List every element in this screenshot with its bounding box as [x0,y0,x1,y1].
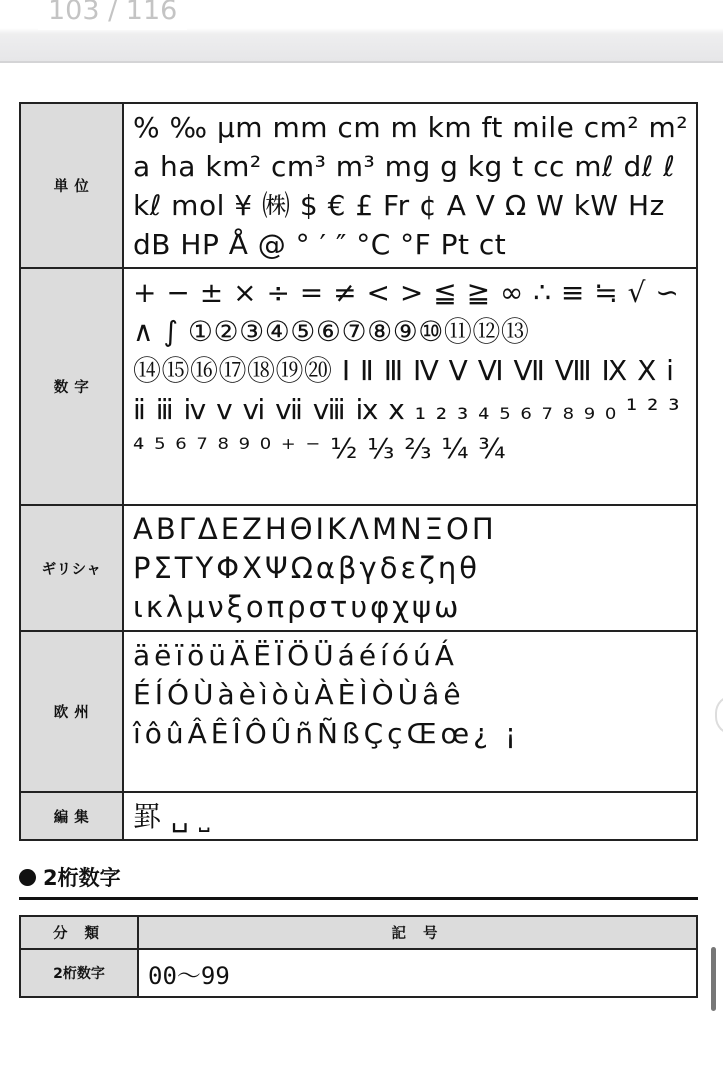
table-row-units [20,103,697,268]
table-row-edit [20,792,697,840]
row-category: 2桁数字 [20,949,138,997]
category-units: 単 位 [20,103,123,268]
table-row-numbers [20,268,697,505]
adjacent-page-edge [716,760,723,834]
category-greek: ギリシャ [20,505,123,631]
table-row-greek [20,505,697,631]
table-row-european [20,631,697,792]
symbols-edit: 罫 ␣ ˽ [123,792,697,840]
section-heading [19,862,121,892]
heading-rule [19,897,698,900]
scrollbar-thumb[interactable] [711,947,716,1011]
category-european: 欧 州 [20,631,123,792]
symbols-greek: ΑΒΓΔΕΖΗΘΙΚΛΜΝΞΟΠ ΡΣΤΥΦΧΨΩαβγδεζηθ ικλμνξοπρστυφχψω [123,505,697,631]
page-counter: 103 / 116 [38,0,187,30]
top-bar-divider [0,61,723,63]
symbol-table [19,102,698,841]
symbols-units: % ‰ µm mm cm m km ft mile cm² m² a ha km² cm³ m³ mg g kg t cc mℓ dℓ ℓ kℓ mol ¥ ㈱ $ € £ Fr ¢ A V Ω W kW Hz dB HP Å @ ° ′ ″ °C °F Pt ct [123,103,697,268]
viewer-top-bar [0,0,723,62]
two-digit-value-row [20,949,697,997]
side-panel-handle[interactable] [715,695,723,735]
section-heading-text: 2桁数字 [43,866,121,890]
header-symbol: 記 号 [138,916,697,949]
symbols-european: äëïöüÄËÏÖÜáéíóúÁ ÉÍÓÙàèìòùÀÈÌÒÙâê îôûÂÊÎÔÛñÑßÇçŒœ¿ ¡ [123,631,697,792]
category-edit: 編 集 [20,792,123,840]
two-digit-table [19,915,698,998]
symbols-numbers: + − ± × ÷ = ≠ < > ≦ ≧ ∞ ∴ ≡ ≒ √ ∽ ∧ ∫ ①②③④⑤⑥⑦⑧⑨⑩⑪⑫⑬ ⑭⑮⑯⑰⑱⑲⑳ Ⅰ Ⅱ Ⅲ Ⅳ Ⅴ Ⅵ Ⅶ Ⅷ Ⅸ Ⅹ ⅰ ⅱ ⅲ ⅳ ⅴ ⅵ ⅶ ⅷ ⅸ ⅹ ₁ ₂ ₃ ₄ ₅ ₆ ₇ ₈ ₉ ₀ ¹ ² ³ ⁴ ⁵ ⁶ ⁷ ⁸ ⁹ ⁰ ⁺ ⁻ ½ ⅓ ⅔ ¼ ¾ [123,268,697,505]
bullet-icon [19,869,36,886]
category-numbers: 数 字 [20,268,123,505]
row-value: 00〜99 [138,949,697,997]
header-category: 分 類 [20,916,138,949]
two-digit-header-row [20,916,697,949]
